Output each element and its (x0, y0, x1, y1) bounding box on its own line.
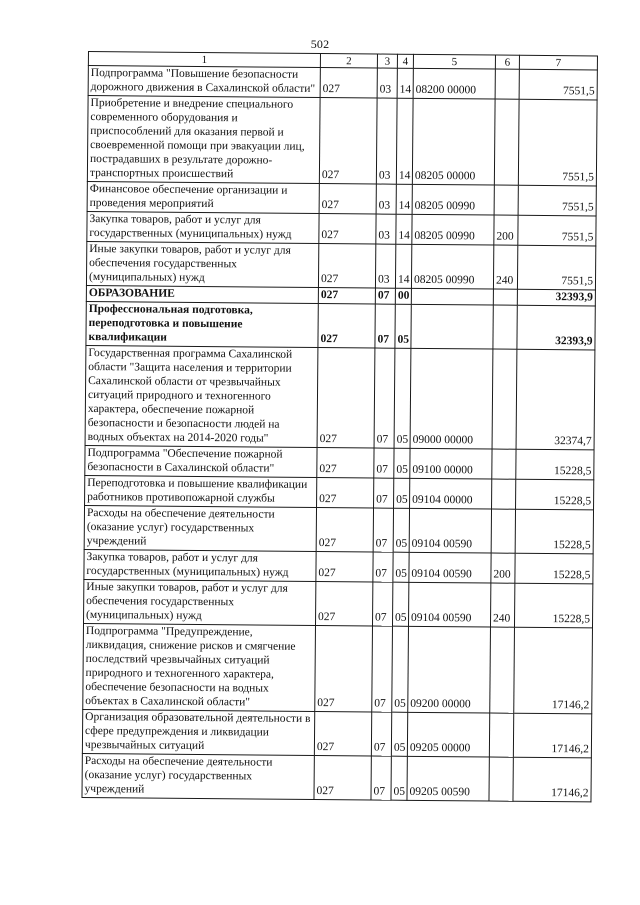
row-amount: 7551,5 (518, 215, 596, 246)
row-expense-type (491, 509, 515, 553)
row-amount: 17146,2 (513, 757, 591, 802)
row-admin-code: 027 (318, 304, 375, 348)
table-row (87, 211, 596, 245)
row-subsection: 14 (396, 184, 412, 214)
row-section: 03 (376, 214, 396, 244)
row-section: 03 (377, 68, 397, 98)
row-subsection: 05 (394, 478, 410, 508)
row-target-article: 09104 00590 (409, 508, 491, 553)
row-amount: 17146,2 (513, 713, 591, 758)
row-expense-type: 200 (494, 215, 518, 245)
table-row (87, 181, 596, 215)
row-target-article: 08205 00990 (412, 214, 494, 245)
row-description: Иные закупки товаров, работ и услуг для обеспечения государственных (муниципальных) нужд (84, 579, 316, 625)
row-target-article: 09205 00590 (407, 756, 489, 801)
row-expense-type (489, 713, 513, 757)
header-cell-5: 5 (413, 54, 495, 69)
row-description: Финансовое обеспечение организации и проведения мероприятий (87, 181, 319, 213)
row-target-article: 08200 00000 (413, 68, 495, 99)
row-amount: 7551,5 (517, 245, 595, 290)
header-cell-1: 1 (88, 52, 320, 68)
header-cell-4: 4 (397, 54, 413, 68)
row-section: 07 (374, 448, 394, 478)
row-amount: 15228,5 (514, 583, 592, 628)
row-description: Приобретение и внедрение специального современного оборудования и приспособлений для оказания первой и своевременной помощи при эвакуации лиц, пострадавших в результате дорожно-транспортных происшествий (87, 96, 320, 184)
row-section: 03 (376, 184, 396, 214)
row-expense-type (492, 449, 516, 479)
table-row (84, 505, 593, 553)
row-subsection: 05 (393, 508, 409, 552)
header-cell-2: 2 (320, 54, 377, 68)
row-expense-type: 240 (490, 583, 514, 627)
row-expense-type: 240 (493, 245, 517, 289)
table-body (82, 52, 597, 802)
row-admin-code: 027 (318, 244, 375, 288)
row-amount: 7551,5 (519, 69, 597, 100)
row-section: 07 (373, 552, 393, 582)
table-row (85, 475, 594, 509)
row-amount: 15228,5 (515, 509, 593, 554)
row-expense-type (492, 479, 516, 509)
row-admin-code: 027 (315, 626, 373, 712)
row-admin-code: 027 (314, 756, 371, 800)
row-expense-type (490, 627, 515, 713)
row-subsection: 05 (395, 304, 411, 348)
row-admin-code: 027 (315, 582, 372, 626)
row-target-article (411, 288, 493, 305)
row-subsection: 05 (391, 712, 407, 756)
row-admin-code: 027 (319, 184, 376, 214)
table-row (84, 549, 593, 583)
row-target-article: 08205 00990 (411, 244, 493, 289)
row-admin-code: 027 (316, 508, 373, 552)
row-section: 03 (376, 98, 397, 184)
header-cell-6: 6 (495, 55, 519, 69)
row-subsection: 05 (393, 552, 409, 582)
row-description: ОБРАЗОВАНИЕ (86, 285, 318, 303)
row-description: Закупка товаров, работ и услуг для государственных (муниципальных) нужд (84, 549, 316, 581)
row-admin-code: 027 (317, 348, 375, 448)
table-row (83, 623, 593, 713)
row-section: 07 (372, 582, 392, 626)
row-description: Подпрограмма "Повышение безопасности дорожного движения в Сахалинской области" (88, 66, 320, 98)
table-row (86, 241, 595, 289)
row-amount: 32393,9 (517, 289, 595, 306)
row-expense-type (493, 305, 517, 349)
row-subsection: 14 (396, 98, 413, 184)
row-expense-type (494, 185, 518, 215)
row-section: 07 (373, 508, 393, 552)
row-expense-type (493, 289, 517, 305)
row-admin-code: 027 (317, 478, 374, 508)
row-description: Подпрограмма "Обеспечение пожарной безопасности в Сахалинской области" (85, 445, 317, 477)
table-row (84, 579, 593, 627)
row-section: 07 (371, 756, 391, 800)
row-section: 07 (372, 626, 393, 712)
row-subsection: 14 (396, 214, 412, 244)
header-cell-7: 7 (519, 55, 597, 70)
row-description: Подпрограмма "Предупреждение, ликвидация, снижение рисков и смягчение последствий чрезвычайных ситуаций природного и техногенного характера, обеспечение безопасности на водных объектах в Сахалинской области" (83, 623, 316, 711)
row-description: Расходы на обеспечение деятельности (оказание услуг) государственных учреждений (84, 505, 316, 551)
row-section: 07 (371, 712, 391, 756)
row-expense-type: 200 (491, 553, 515, 583)
row-subsection: 14 (397, 68, 413, 98)
table-row (82, 709, 591, 757)
row-expense-type (494, 99, 519, 185)
row-target-article: 09100 00000 (410, 448, 492, 479)
row-section: 07 (375, 288, 395, 304)
row-target-article (411, 304, 493, 349)
row-subsection: 05 (391, 756, 407, 800)
header-cell-3: 3 (377, 54, 397, 68)
row-target-article: 09000 00000 (410, 348, 493, 449)
row-description: Профессиональная подготовка, переподготовка и повышение квалификации (86, 301, 318, 347)
row-admin-code: 027 (317, 448, 374, 478)
row-admin-code: 027 (316, 552, 373, 582)
row-amount: 15228,5 (516, 449, 594, 480)
row-admin-code: 027 (318, 288, 375, 304)
row-expense-type (495, 69, 519, 99)
row-description: Закупка товаров, работ и услуг для государственных (муниципальных) нужд (87, 211, 319, 243)
table-row (82, 753, 591, 801)
row-description: Организация образовательной деятельности в сфере предупреждения и ликвидации чрезвычайных ситуаций (82, 709, 314, 755)
row-admin-code: 027 (319, 98, 377, 184)
row-description: Иные закупки товаров, работ и услуг для обеспечения государственных (муниципальных) нужд (86, 241, 318, 287)
table-row (87, 96, 597, 186)
row-target-article: 09200 00000 (408, 626, 491, 713)
row-target-article: 09205 00000 (407, 712, 489, 757)
row-amount: 32374,7 (516, 349, 595, 450)
row-subsection: 14 (395, 244, 411, 288)
row-amount: 17146,2 (514, 627, 593, 714)
row-section: 07 (375, 304, 395, 348)
row-target-article: 09104 00000 (410, 478, 492, 509)
row-amount: 32393,9 (517, 305, 595, 350)
row-target-article: 08205 00990 (412, 184, 494, 215)
row-section: 07 (374, 348, 395, 448)
row-admin-code: 027 (320, 68, 377, 98)
row-subsection: 00 (395, 288, 411, 304)
table-row (85, 445, 594, 479)
row-expense-type (489, 757, 513, 801)
row-amount: 7551,5 (518, 99, 597, 186)
row-subsection: 05 (394, 448, 410, 478)
row-expense-type (492, 349, 517, 449)
row-description: Расходы на обеспечение деятельности (оказание услуг) государственных учреждений (82, 753, 314, 799)
row-target-article: 09104 00590 (408, 582, 490, 627)
row-amount: 15228,5 (516, 479, 594, 510)
row-target-article: 08205 00000 (412, 98, 495, 185)
row-section: 07 (374, 478, 394, 508)
row-amount: 7551,5 (518, 185, 596, 216)
table-row (88, 66, 597, 100)
page-number: 502 (310, 37, 330, 51)
row-subsection: 05 (392, 582, 408, 626)
row-subsection: 05 (394, 348, 411, 448)
row-description: Переподготовка и повышение квалификации работников противопожарной службы (85, 475, 317, 507)
row-description: Государственная программа Сахалинской области "Защита населения и территории Сахалинской области от чрезвычайных ситуаций природного и техногенного характера, обеспечение пожарной безопасности и безопасности людей на водных объектах на 2014-2020 годы" (85, 345, 318, 447)
table-row (86, 301, 595, 349)
row-admin-code: 027 (319, 214, 376, 244)
budget-table (81, 51, 597, 802)
row-admin-code: 027 (314, 712, 371, 756)
row-subsection: 05 (392, 626, 409, 712)
row-target-article: 09104 00590 (409, 552, 491, 583)
row-section: 03 (375, 244, 395, 288)
table-row (85, 345, 595, 449)
row-amount: 15228,5 (515, 553, 593, 584)
